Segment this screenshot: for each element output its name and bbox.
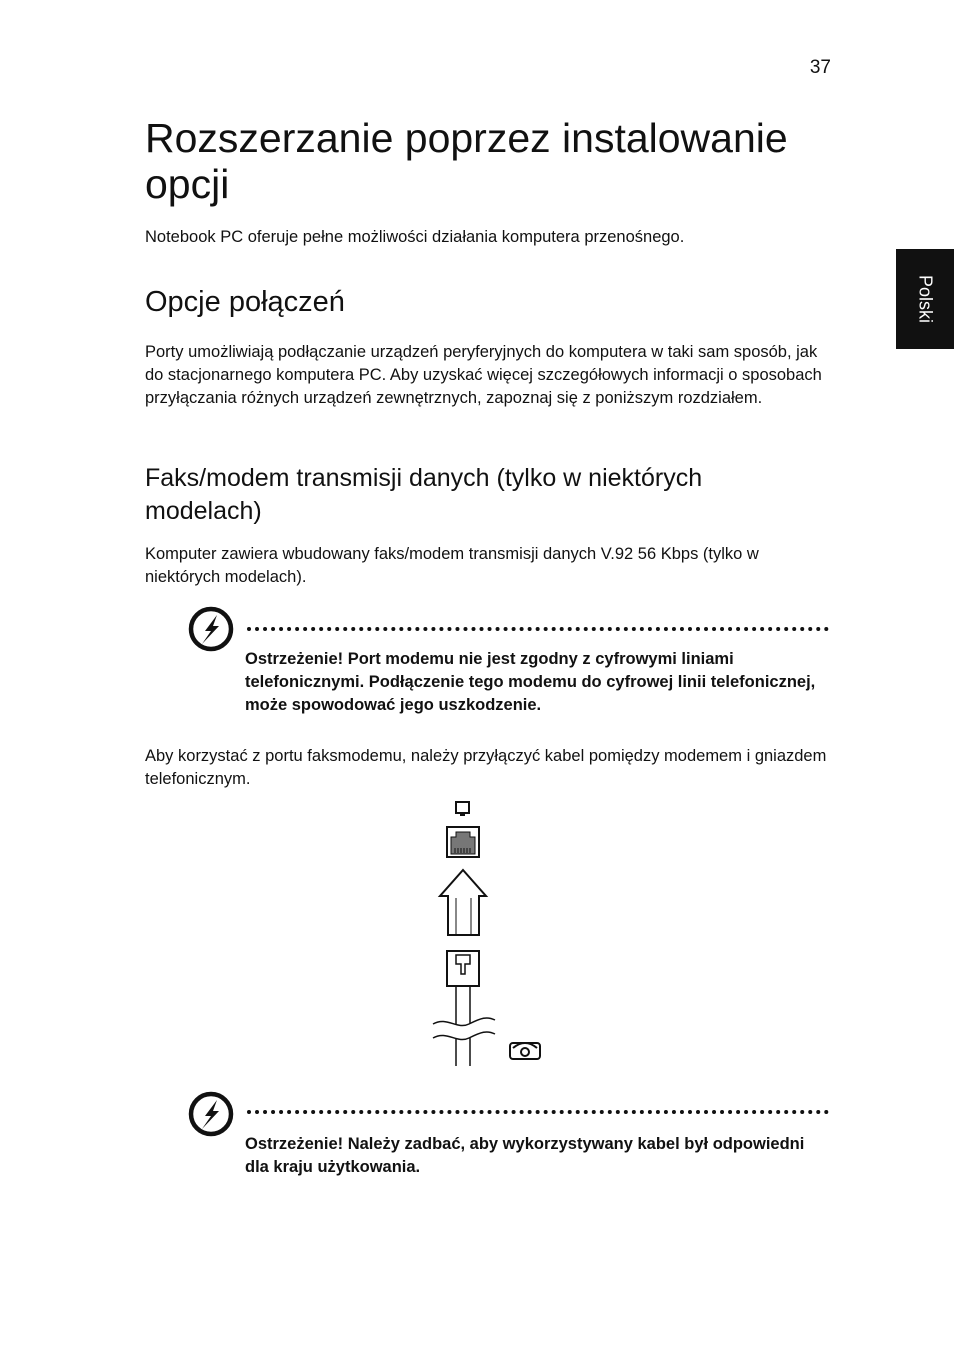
language-side-tab	[896, 249, 954, 349]
subsection-paragraph: Komputer zawiera wbudowany faks/modem transmisji danych V.92 56 Kbps (tylko w niektórych modelach).	[145, 545, 759, 586]
section-paragraph: Porty umożliwiają podłączanie urządzeń peryferyjnych do komputera w taki sam sposób, jak do stacjonarnego komputera PC. Aby uzyskać więcej szczegółowych informacji o sposobach przyłączania różnych urządzeń zewnętrznych, zapoznaj się z poniższym rozdziałem.	[145, 343, 822, 407]
modem-connection-diagram	[425, 798, 545, 1068]
warning-divider	[247, 627, 829, 631]
section-title: Opcje połączeń	[145, 286, 345, 318]
language-tab-label: Polski	[915, 274, 936, 324]
intro-paragraph: Notebook PC oferuje pełne możliwości działania komputera przenośnego.	[145, 228, 685, 246]
rj11-jack-icon	[447, 827, 479, 857]
rj11-plug-icon	[447, 951, 479, 986]
connection-paragraph: Aby korzystać z portu faksmodemu, należy przyłączyć kabel pomiędzy modemem i gniazdem telefonicznym.	[145, 747, 827, 788]
modem-port-symbol-icon	[456, 802, 469, 816]
warning-text: Ostrzeżenie! Należy zadbać, aby wykorzystywany kabel był odpowiedni dla kraju użytkowania.	[245, 1135, 805, 1176]
warning-lightning-icon	[188, 606, 234, 652]
warning-lightning-icon	[188, 1091, 234, 1137]
up-arrow-icon	[440, 870, 486, 935]
subsection-title: Faks/modem transmisji danych (tylko w niektórych modelach)	[145, 464, 703, 525]
warning-divider	[247, 1110, 829, 1114]
cable-break-icon	[433, 986, 495, 1066]
page-title: Rozszerzanie poprzez instalowanie opcji	[145, 115, 788, 207]
telephone-icon	[510, 1043, 540, 1059]
warning-text: Ostrzeżenie! Port modemu nie jest zgodny z cyfrowymi liniami telefonicznymi. Podłączenie tego modemu do cyfrowej linii telefonicznej, może spowodować jego uszkodzenie.	[245, 650, 816, 714]
page-number: 37	[809, 57, 831, 78]
